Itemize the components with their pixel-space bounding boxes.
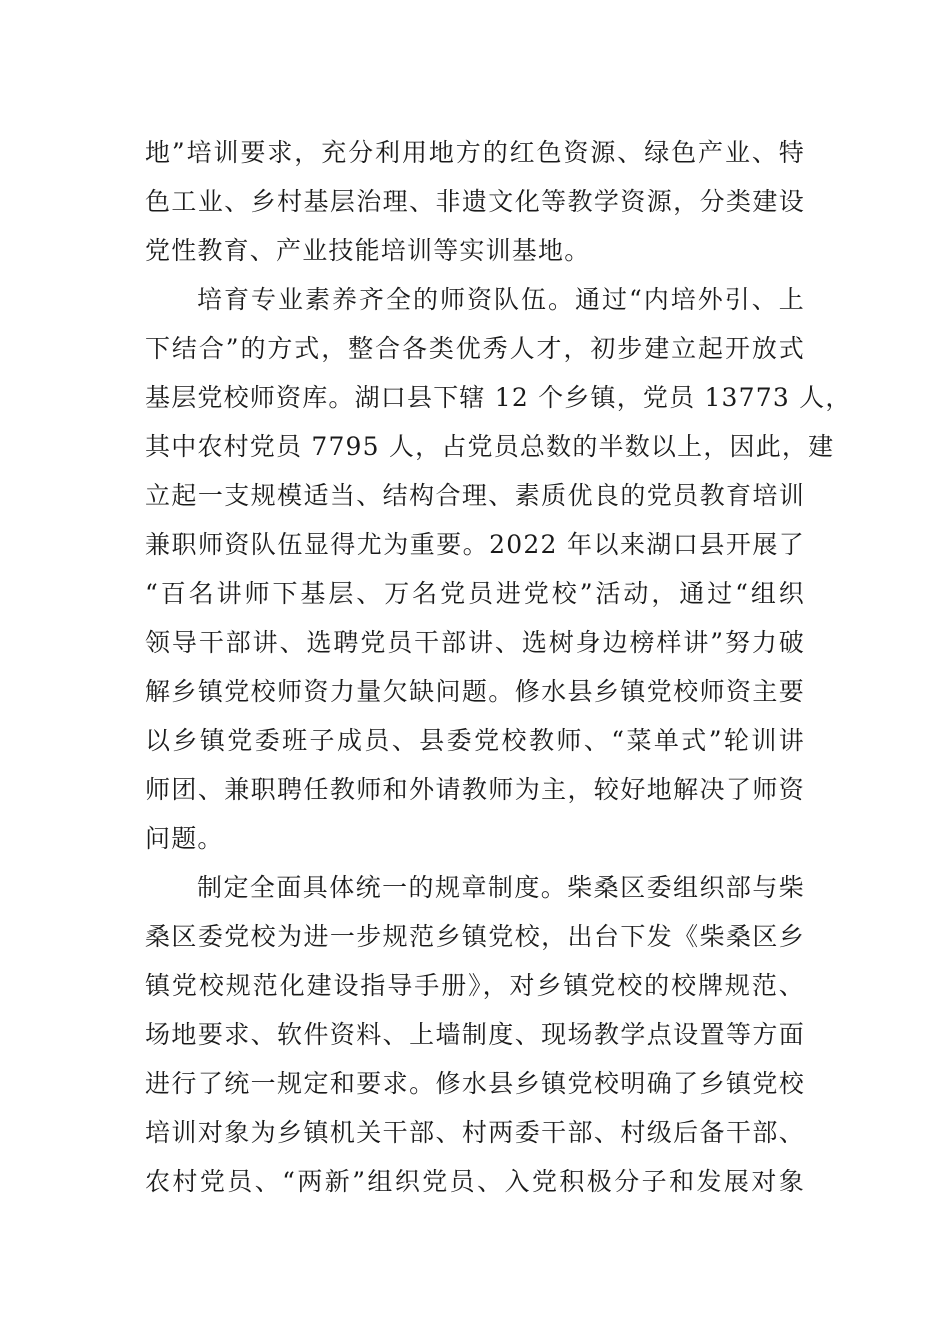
text-line: 问题。 (145, 824, 224, 853)
text-line: 进行了统一规定和要求。修水县乡镇党校明确了乡镇党校 (145, 1069, 805, 1098)
text-line: 其中农村党员 7795 人，占党员总数的半数以上，因此，建 (145, 432, 835, 461)
text-line: “百名讲师下基层、万名党员进党校”活动，通过“组织 (145, 579, 805, 608)
document-body (145, 128, 852, 1206)
text-line: 培训对象为乡镇机关干部、村两委干部、村级后备干部、 (145, 1118, 805, 1147)
text-line: 解乡镇党校师资力量欠缺问题。修水县乡镇党校师资主要 (145, 677, 805, 706)
paragraph-3 (145, 863, 805, 1206)
text-line: 桑区委党校为进一步规范乡镇党校，出台下发《柴桑区乡 (145, 922, 805, 951)
text-line: 农村党员、“两新”组织党员、入党积极分子和发展对象 (145, 1167, 805, 1196)
text-line: 基层党校师资库。湖口县下辖 12 个乡镇，党员 13773 人， (145, 383, 852, 412)
text-line: 地”培训要求，充分利用地方的红色资源、绿色产业、特 (145, 138, 805, 167)
paragraph-2 (145, 275, 852, 863)
text-line: 兼职师资队伍显得尤为重要。2022 年以来湖口县开展了 (145, 530, 805, 559)
text-line: 领导干部讲、选聘党员干部讲、选树身边榜样讲”努力破 (145, 628, 805, 657)
text-line: 制定全面具体统一的规章制度。柴桑区委组织部与柴 (197, 873, 805, 902)
text-line: 场地要求、软件资料、上墙制度、现场教学点设置等方面 (145, 1020, 805, 1049)
text-line: 下结合”的方式，整合各类优秀人才，初步建立起开放式 (145, 334, 805, 363)
text-line: 党性教育、产业技能培训等实训基地。 (145, 236, 591, 265)
text-line: 镇党校规范化建设指导手册》，对乡镇党校的校牌规范、 (145, 971, 805, 1000)
text-line: 以乡镇党委班子成员、县委党校教师、“菜单式”轮训讲 (145, 726, 805, 755)
text-line: 培育专业素养齐全的师资队伍。通过“内培外引、上 (197, 285, 805, 314)
text-line: 师团、兼职聘任教师和外请教师为主，较好地解决了师资 (145, 775, 805, 804)
text-line: 色工业、乡村基层治理、非遗文化等教学资源，分类建设 (145, 187, 805, 216)
text-line: 立起一支规模适当、结构合理、素质优良的党员教育培训 (145, 481, 805, 510)
paragraph-1 (145, 128, 805, 275)
